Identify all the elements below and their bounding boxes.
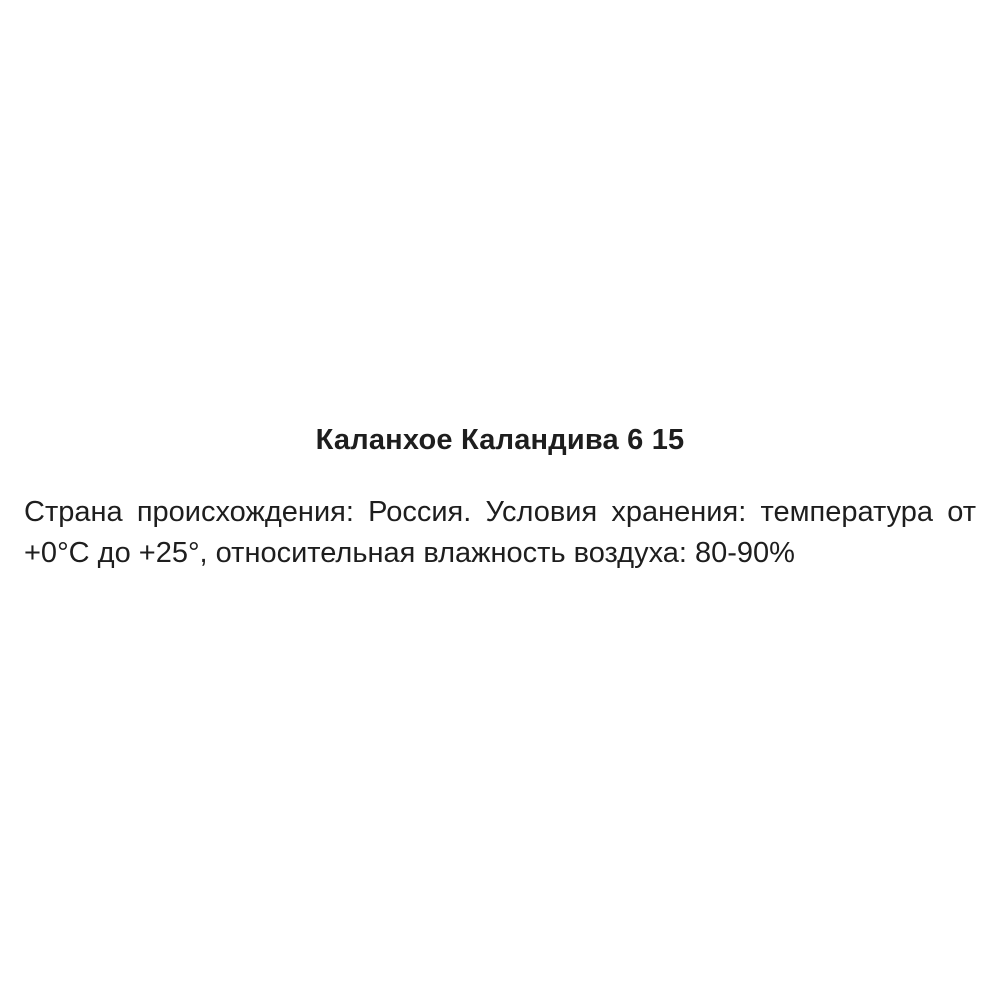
description-line-2: +0°С до +25°, относительная влажность воздуха: 80-90% [24,537,795,569]
product-description [24,492,976,574]
page-title: Каланхое Каландива 6 15 [315,424,685,456]
description-line-1: Страна происхождения: Россия. Условия хранения: температура от [24,496,976,528]
